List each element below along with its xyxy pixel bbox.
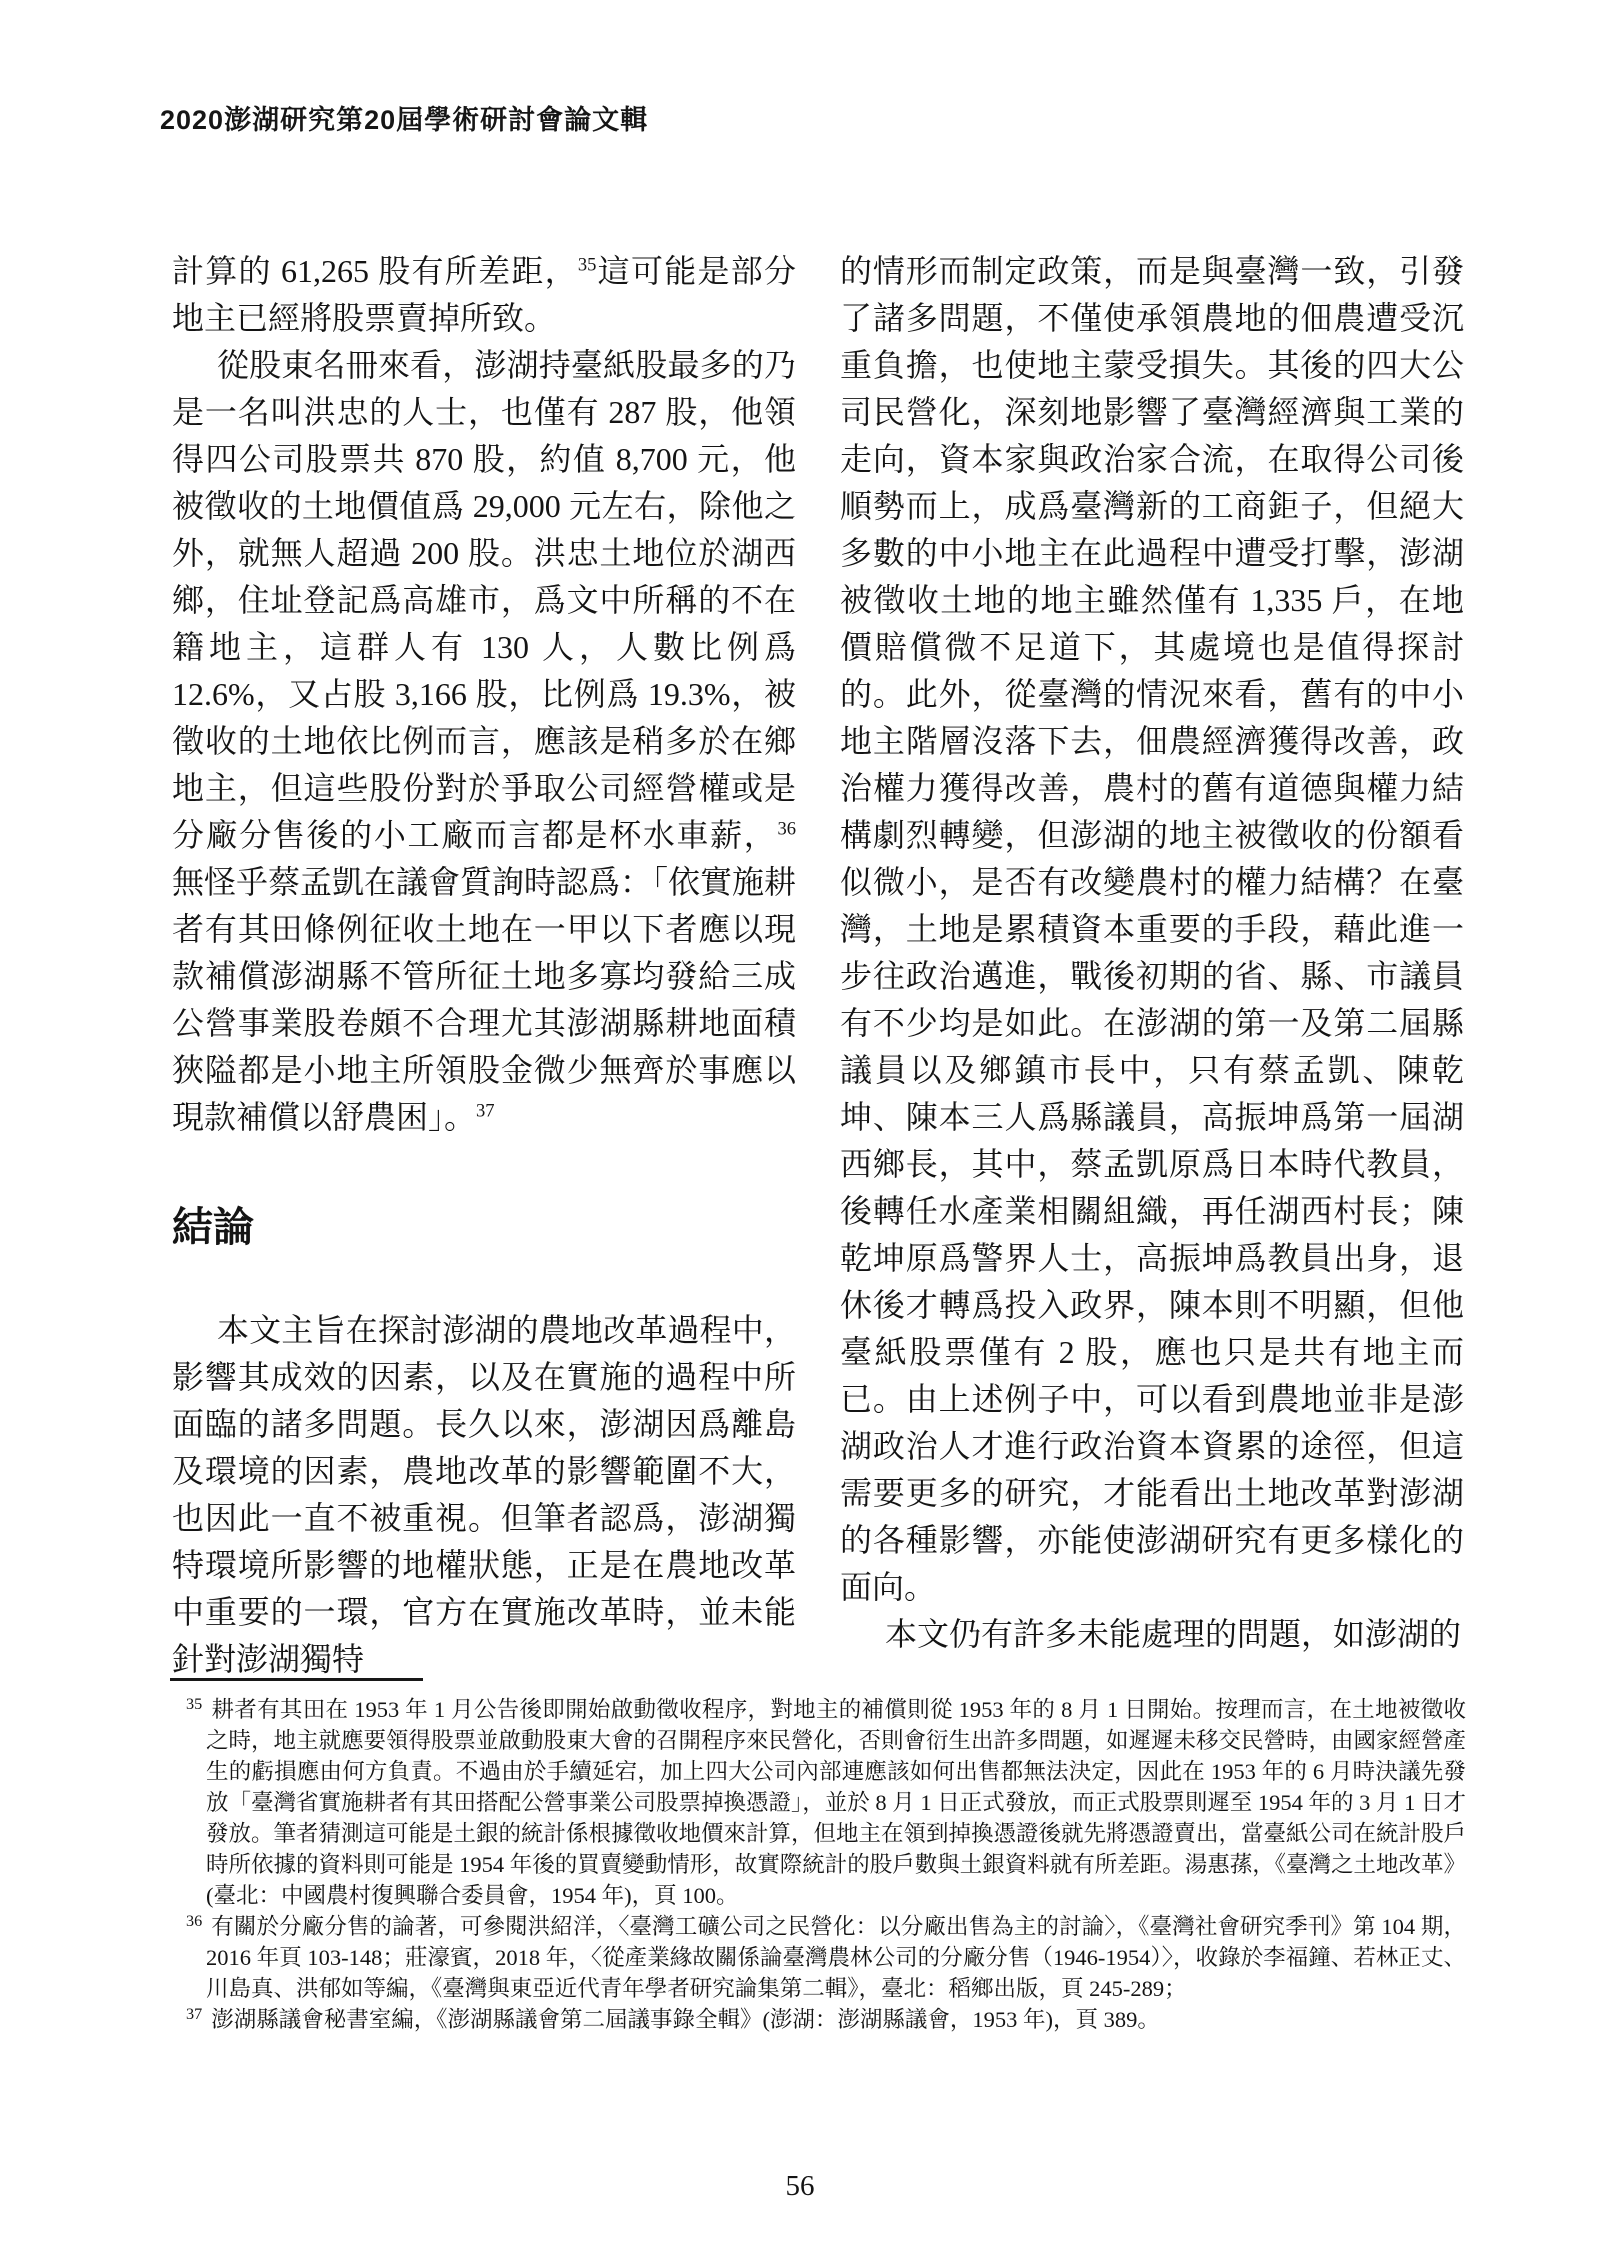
footnote-35-text: 耕者有其田在 1953 年 1 月公告後即開始啟動徵收程序，對地主的補償則從 1953 年的 8 月 1 日開始。按理而言，在土地被徵收之時，地主就應要領得股票並啟動股東大會的召開程序來民營化，否則會衍生出許多問題，如遲遲未移交民營時，由國家經營產生的虧損應由何方負責。不過由於手續延宕，加上四大公司內部連應該如何出售都無法決定，因此在 1953 年的 6 月時決議先發放「臺灣省實施耕者有其田搭配公營事業公司股票掉換憑證」，並於 8 月 1 日正式發放，而正式股票則遲至 1954 年的 3 月 1 日才發放。筆者猜測這可能是土銀的統計係根據徵收地價來計算，但地主在領到掉換憑證後就先將憑證賣出，當臺紙公司在統計股戶時所依據的資料則可能是 1954 年後的買賣變動情形，故實際統計的股戶數與土銀資料就有所差距。湯惠蓀，《臺灣之土地改革》(臺北：中國農村復興聯合委員會，1954 年)，頁 100。 [206,1697,1467,1908]
footnote-36-number: 36 [186,1911,203,1930]
paragraph-continuation: 計算的 61,265 股有所差距，$^{35}$這可能是部分地主已經將股票賣掉所致。 [172,253,796,336]
right-column [840,248,1464,1683]
paragraph-shareholders: 從股東名冊來看，澎湖持臺紙股最多的乃是一名叫洪忠的人士，也僅有 287 股，他領得四公司股票共 870 股，約值 8,700 元，他被徵收的土地價值爲 29,000 元左右，除他之外，就無人超過 200 股。洪忠土地位於湖西鄉，住址登記爲高雄市，爲文中所稱的不在籍地主，這群人有 130 人，人數比例爲 12.6%，又占股 3,166 股，比例爲 19.3%，被徵收的土地依比例而言，應該是稍多於在鄉地主，但這些股份對於爭取公司經營權或是分廠分售後的小工廠而言都是杯水車薪，$^{36}$無怪乎蔡孟凱在議會質詢時認爲：「依實施耕者有其田條例征收土地在一甲以下者應以現款補償澎湖縣不管所征土地多寡均發給三成公營事業股卷頗不合理尤其澎湖縣耕地面積狹隘都是小地主所領股金微少無齊於事應以現款補償以舒農困」。$^{37}$ [172,347,797,1135]
footnote-35 [172,1694,1466,1911]
section-heading-conclusion: 結論 [172,1204,254,1250]
footnote-35-number: 35 [186,1694,203,1713]
footnote-37 [172,2004,1466,2035]
footnote-36-text: 有關於分廠分售的論著，可參閱洪紹洋，〈臺灣工礦公司之民營化：以分廠出售為主的討論〉，《臺灣社會研究季刊》第 104 期，2016 年頁 103-148；莊濠賓，2018 年，〈從產業緣故關係論臺灣農林公司的分廠分售（1946-1954）〉，收錄於李福鐘、若林正丈、川島真、洪郁如等編，《臺灣與東亞近代青年學者研究論集第二輯》，臺北：稻鄉出版，頁 245-289； [206,1914,1466,2001]
footnote-36 [172,1911,1466,2004]
footnote-37-text: 澎湖縣議會秘書室編，《澎湖縣議會第二屆議事錄全輯》(澎湖：澎湖縣議會，1953 年)，頁 389。 [211,2007,1160,2032]
paragraph-closing: 本文仍有許多未能處理的問題，如澎湖的 [885,1616,1462,1652]
footnote-separator-rule [170,1678,423,1681]
footnotes-section [172,1694,1466,2035]
article-body [172,248,1464,1683]
paragraph-conclusion-continued: 的情形而制定政策，而是與臺灣一致，引發了諸多問題，不僅使承領農地的佃農遭受沉重負擔，也使地主蒙受損失。其後的四大公司民營化，深刻地影響了臺灣經濟與工業的走向，資本家與政治家合流，在取得公司後順勢而上，成爲臺灣新的工商鉅子，但絕大多數的中小地主在此過程中遭受打擊，澎湖被徵收土地的地主雖然僅有 1,335 戶，在地價賠償微不足道下，其處境也是值得探討的。此外，從臺灣的情況來看，舊有的中小地主階層沒落下去，佃農經濟獲得改善，政治權力獲得改善，農村的舊有道德與權力結構劇烈轉變，但澎湖的地主被徵收的份額看似微小，是否有改變農村的權力結構？在臺灣，土地是累積資本重要的手段，藉此進一步往政治邁進，戰後初期的省、縣、市議員有不少均是如此。在澎湖的第一及第二屆縣議員以及鄉鎮市長中，只有蔡孟凱、陳乾坤、陳本三人爲縣議員，高振坤爲第一屆湖西鄉長，其中，蔡孟凱原爲日本時代教員，後轉任水產業相關組織，再任湖西村長；陳乾坤原爲警界人士，高振坤爲教員出身，退休後才轉爲投入政界，陳本則不明顯，但他臺紙股票僅有 2 股，應也只是共有地主而已。由上述例子中，可以看到農地並非是澎湖政治人才進行政治資本資累的途徑，但這需要更多的研究，才能看出土地改革對澎湖的各種影響，亦能使澎湖研究有更多樣化的面向。 [840,253,1464,1605]
paragraph-conclusion-start: 本文主旨在探討澎湖的農地改革過程中，影響其成效的因素，以及在實施的過程中所面臨的諸多問題。長久以來，澎湖因爲離島及環境的因素，農地改革的影響範圍不大，也因此一直不被重視。但筆者認爲，澎湖獨特環境所影響的地權狀態，正是在農地改革中重要的一環，官方在實施改革時，並未能針對澎湖獨特 [172,1312,796,1677]
left-column [172,248,796,1683]
footnote-37-number: 37 [186,2004,203,2023]
page-number: 56 [785,2170,815,2202]
running-header: 2020澎湖研究第20屆學術研討會論文輯 [160,105,649,135]
